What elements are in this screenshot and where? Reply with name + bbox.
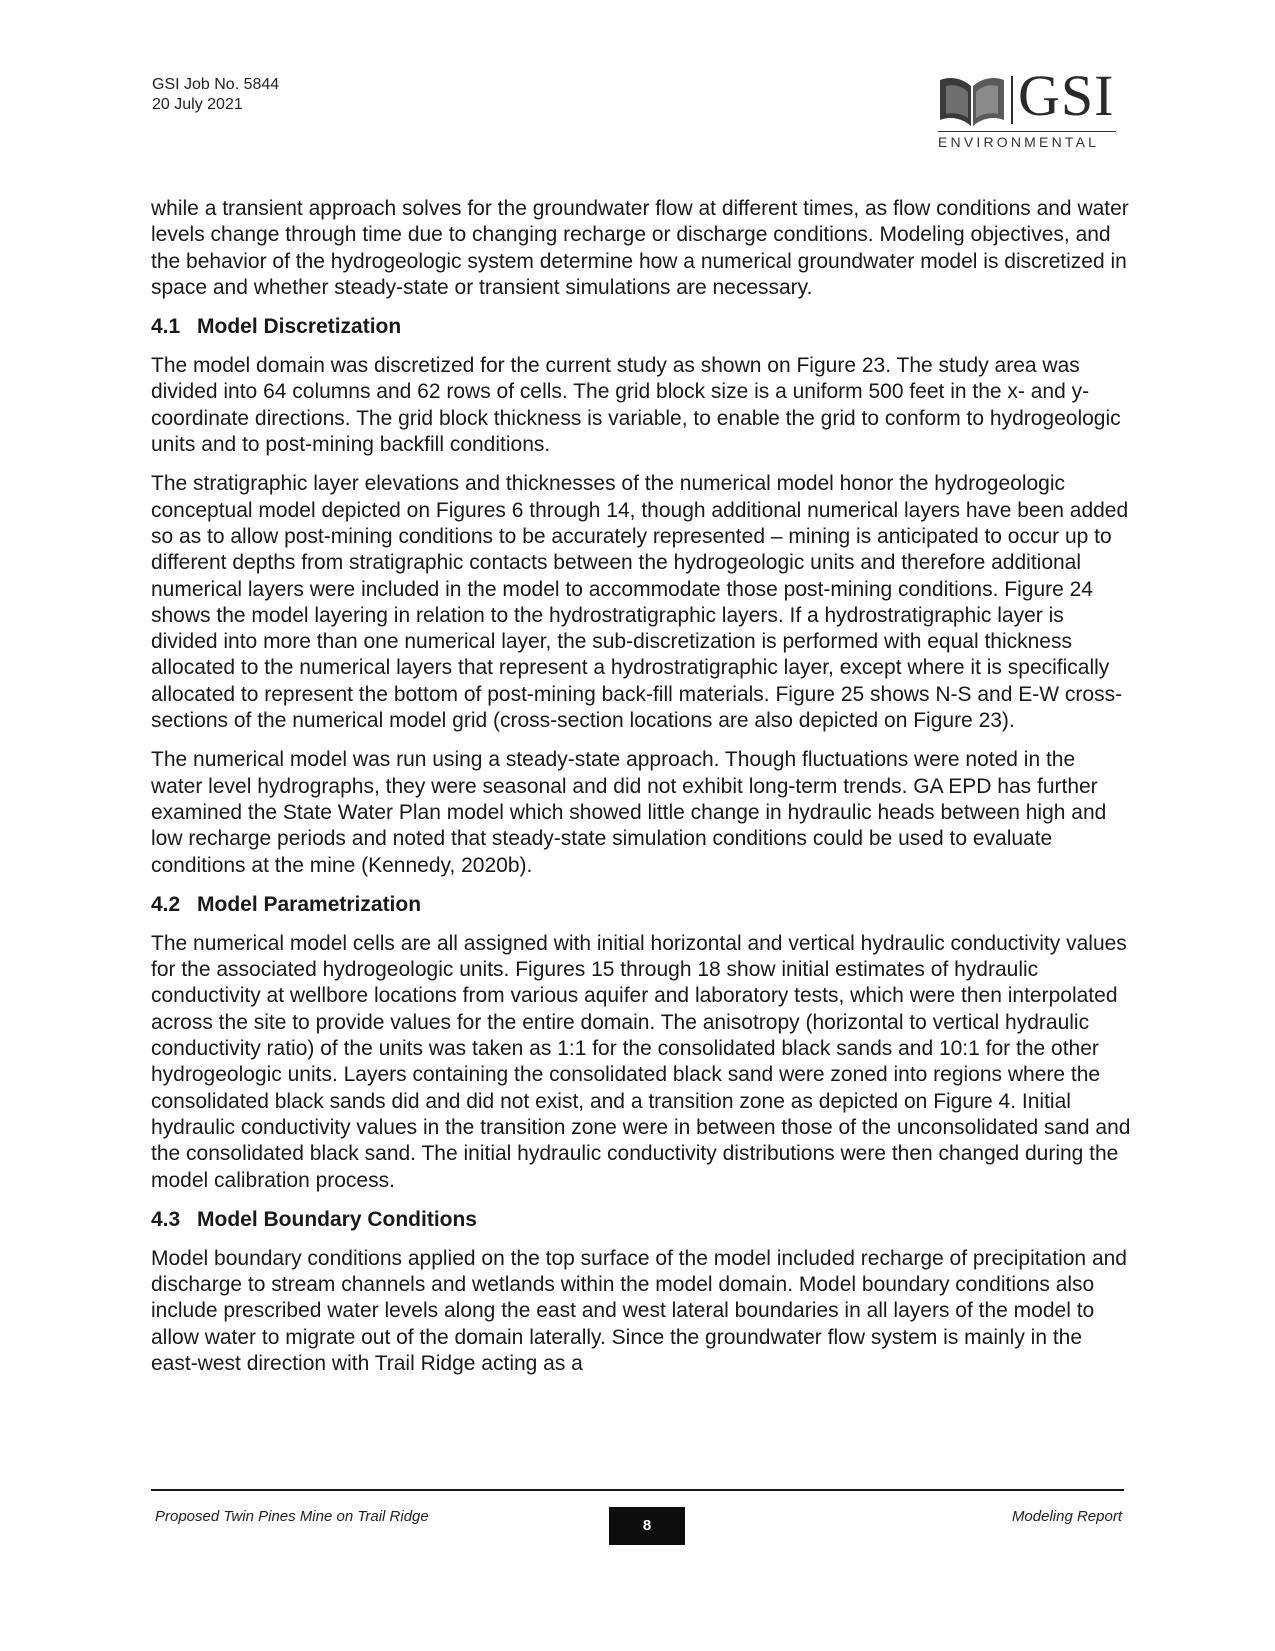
logo-subword: ENVIRONMENTAL	[938, 134, 1100, 150]
paragraph: The numerical model cells are all assigned with initial horizontal and vertical hydraulic conductivity values for the associated hydrogeologic units. Figures 15 through 18 show initial estimates of hydraulic conductivity at wellbore locations from various aquifer and laboratory tests, which were then interpolated across the site to provide values for the entire domain. The anisotropy (horizontal to vertical hydraulic conductivity ratio) of the units was taken as 1:1 for the consolidated black sands and 10:1 for the other hydrogeologic units. Layers containing the consolidated black sand were zoned into regions where the consolidated black sands did and did not exist, and a transition zone as depicted on Figure 4. Initial hydraulic conductivity values in the transition zone were in between those of the unconsolidated sand and the consolidated black sand. The initial hydraulic conductivity distributions were then changed during the model calibration process.	[151, 931, 1131, 1192]
section-title: Model Boundary Conditions	[197, 1207, 477, 1231]
intro-paragraph: while a transient approach solves for the groundwater flow at different times, as flow conditions and water levels change through time due to changing recharge or discharge conditions. Modeling objectives, and the behavior of the hydrogeologic system determine how a numerical groundwater model is discretized in space and whether steady-state or transient simulations are necessary.	[151, 197, 1129, 299]
paragraph: The numerical model was run using a steady-state approach. Though fluctuations were noted in the water level hydrographs, they were seasonal and did not exhibit long-term trends. GA EPD has further examined the State Water Plan model which showed little change in hydraulic heads between high and low recharge periods and noted that steady-state simulation conditions could be used to evaluate conditions at the mine (Kennedy, 2020b).	[151, 748, 1107, 877]
section-number: 4.1	[151, 315, 181, 339]
section-title: Model Parametrization	[197, 892, 422, 916]
logo-divider	[1011, 76, 1013, 124]
footer-report-type: Modeling Report	[1011, 1508, 1122, 1525]
header-meta	[152, 75, 279, 115]
footer-rule	[151, 1489, 1124, 1491]
gsi-logo	[938, 63, 1118, 152]
section-number: 4.2	[151, 892, 181, 916]
paragraph: Model boundary conditions applied on the top surface of the model included recharge of precipitation and discharge to stream channels and wetlands within the model domain. Model boundary conditions also include prescribed water levels along the east and west lateral boundaries in all layers of the model to allow water to migrate out of the domain laterally. Since the groundwater flow system is mainly in the east-west direction with Trail Ridge acting as a	[151, 1246, 1127, 1375]
job-number: GSI Job No. 5844	[152, 76, 280, 93]
report-date: 20 July 2021	[152, 96, 243, 113]
footer-project-title: Proposed Twin Pines Mine on Trail Ridge	[155, 1508, 429, 1525]
logo-rule	[938, 131, 1116, 132]
section-heading-4-1	[151, 314, 1131, 340]
paragraph: The model domain was discretized for the current study as shown on Figure 23. The study area was divided into 64 columns and 62 rows of cells. The grid block size is a uniform 500 feet in the x- and y- coordinate directions. The grid block thickness is variable, to enable the grid to conform to hydrogeologic units and to post-mining backfill conditions.	[151, 354, 1121, 457]
document-body	[151, 196, 1131, 1390]
logo-wordmark: GSI	[1018, 63, 1115, 128]
paragraph: The stratigraphic layer elevations and thicknesses of the numerical model honor the hydrogeologic conceptual model depicted on Figures 6 through 14, though additional numerical layers have been added so as to allow post-mining conditions to be accurately represented – mining is anticipated to occur up to different depths from stratigraphic contacts between the hydrogeologic units and therefore additional numerical layers were included in the model to accommodate those post-mining conditions. Figure 24 shows the model layering in relation to the hydrostratigraphic layers. If a hydrostratigraphic layer is divided into more than one numerical layer, the sub-discretization is performed with equal thickness allocated to the numerical layers that represent a hydrostratigraphic layer, except where it is specifically allocated to represent the bottom of post-mining back-fill materials. Figure 25 shows N-S and E-W cross-sections of the numerical model grid (cross-section locations are also depicted on Figure 23).	[151, 472, 1129, 733]
section-number: 4.3	[151, 1207, 181, 1231]
page-number: 8	[609, 1507, 685, 1545]
section-title: Model Discretization	[197, 315, 402, 339]
section-heading-4-3	[151, 1207, 1131, 1233]
open-book-icon	[938, 74, 1006, 128]
section-heading-4-2	[151, 892, 1131, 918]
